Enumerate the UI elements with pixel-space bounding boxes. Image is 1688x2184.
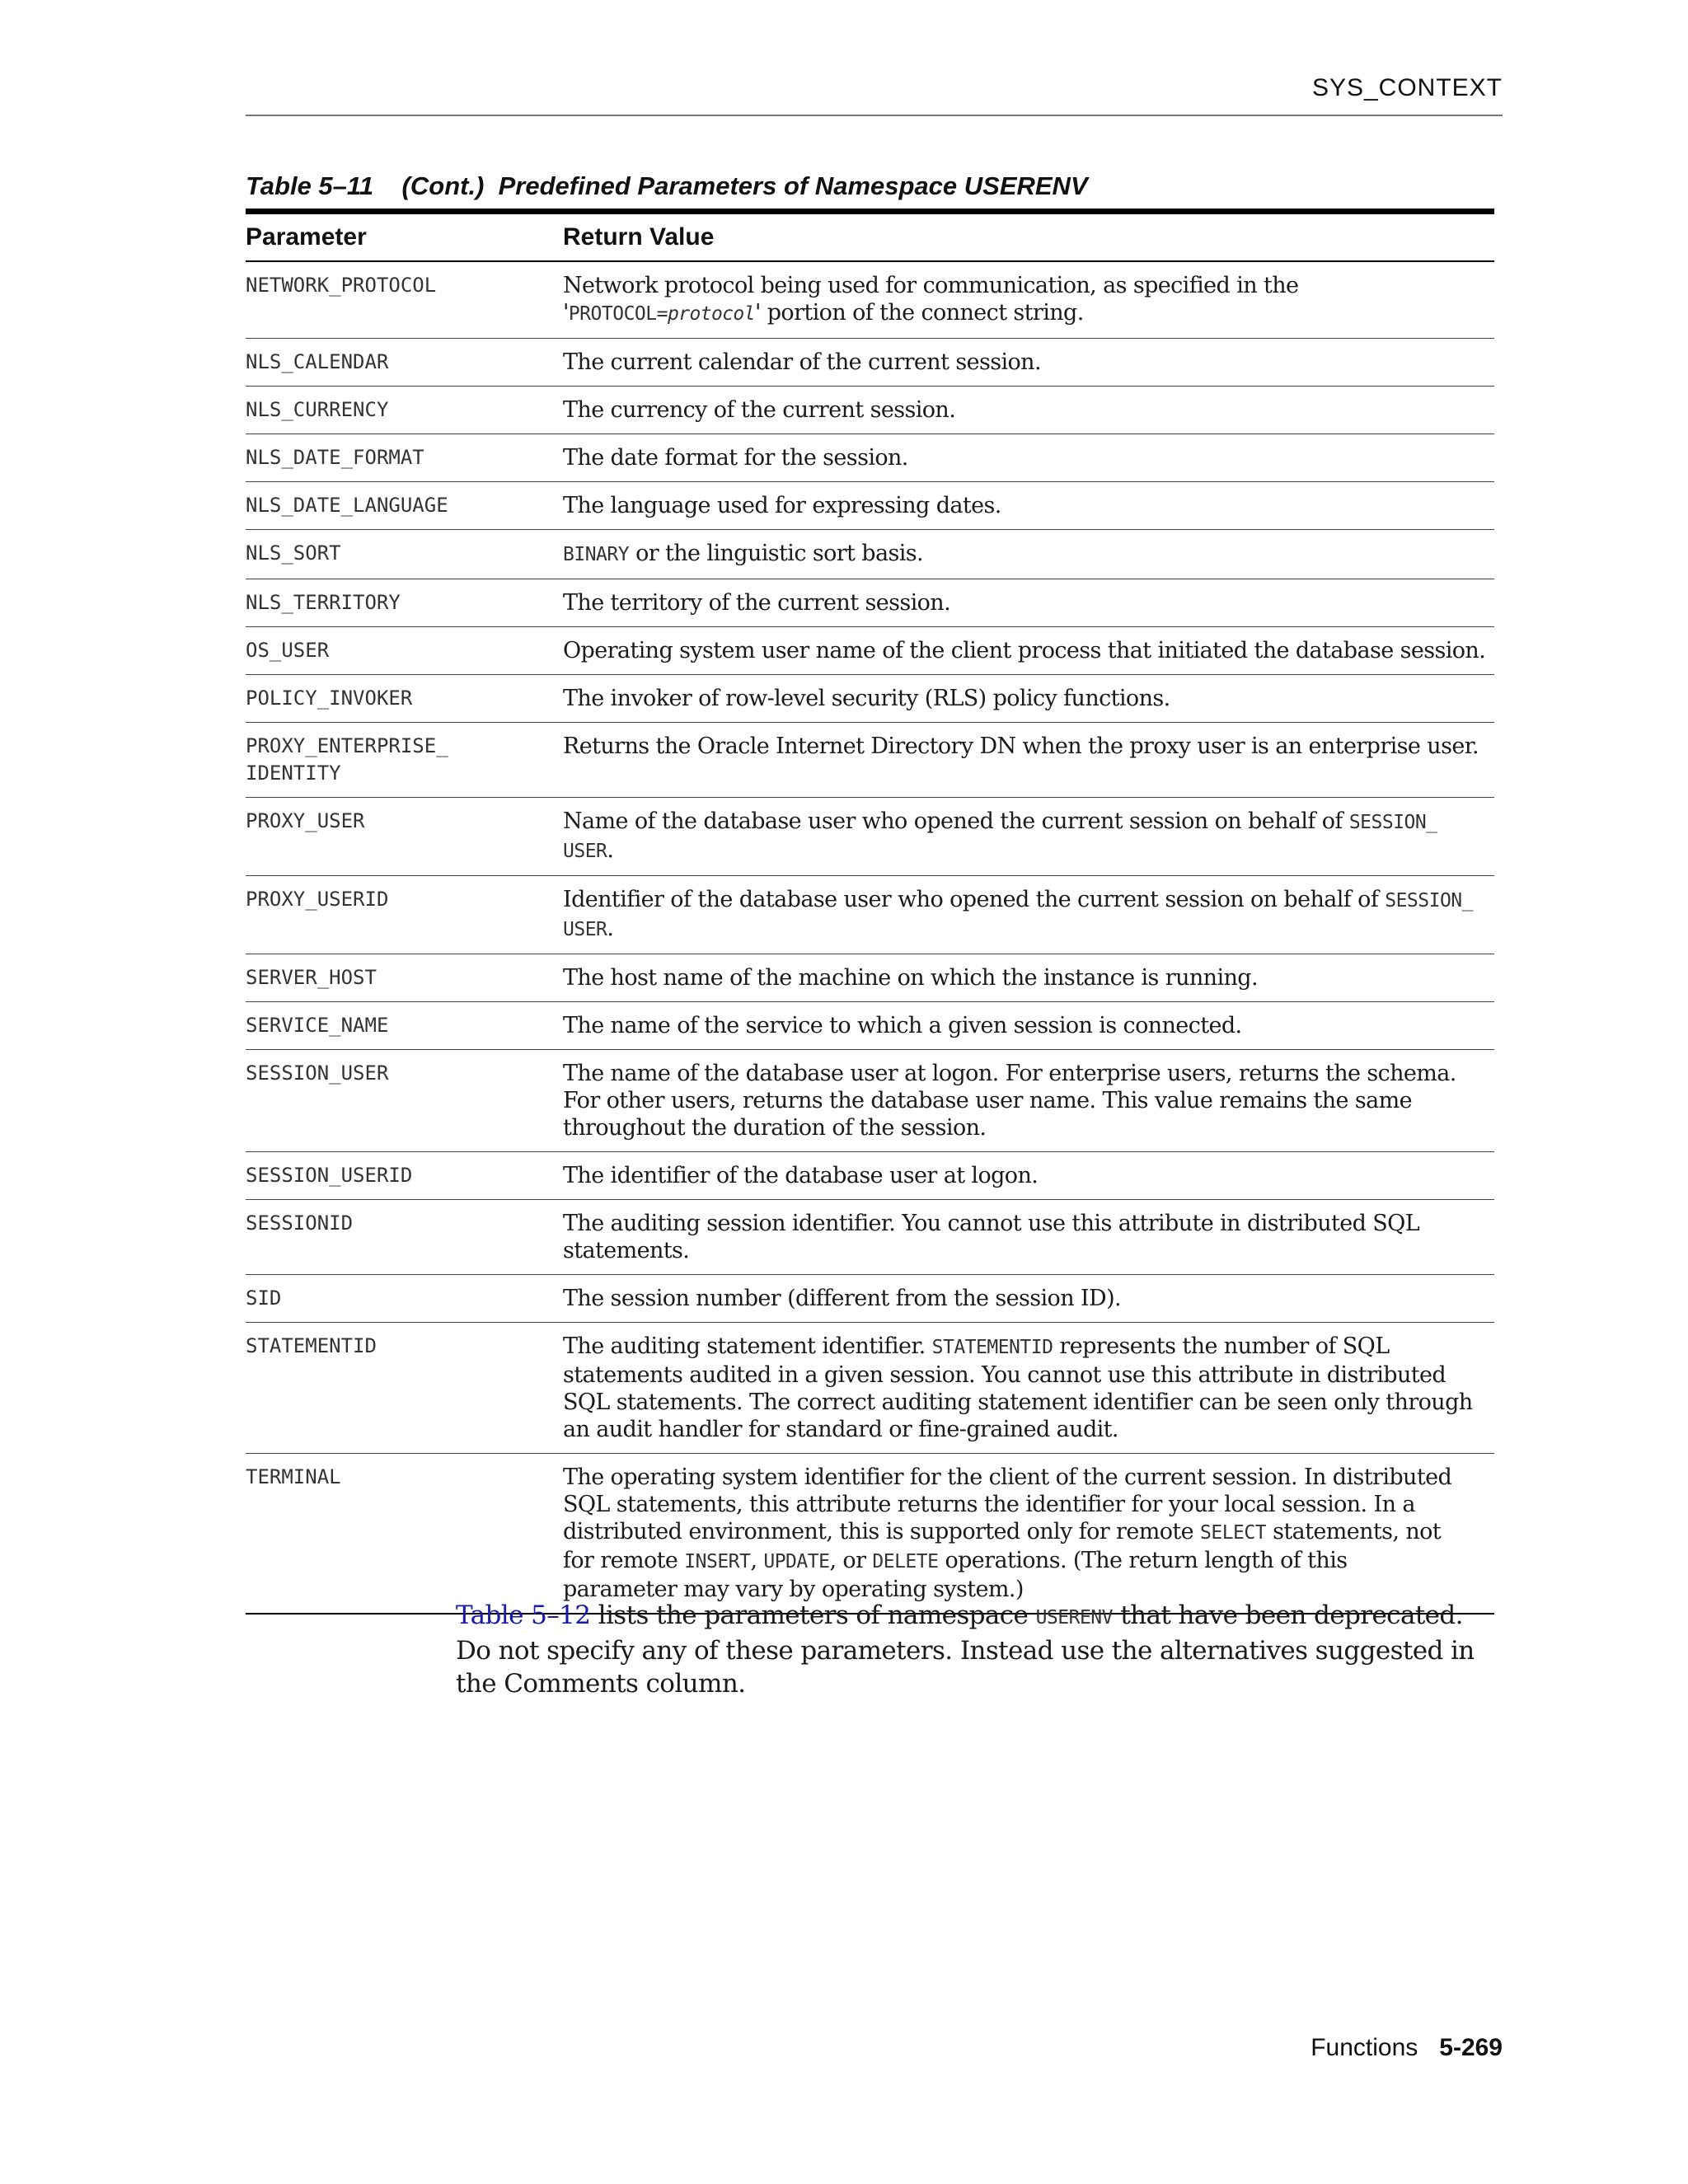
return-value — [563, 1162, 1494, 1189]
table-row — [246, 1454, 1494, 1615]
return-value — [563, 685, 1494, 712]
return-value-line: statements audited in a given session. You cannot use this attribute in distributed — [563, 1362, 1447, 1388]
return-value-line: The auditing session identifier. You cannot use this attribute in distributed SQL — [563, 1211, 1420, 1236]
table-caption: Table 5–11 (Cont.) Predefined Parameters of Namespace USERENV — [246, 171, 1088, 200]
footer-section: Functions — [1311, 2034, 1418, 2061]
return-value — [563, 886, 1494, 944]
parameter-name: NETWORK_PROTOCOL — [246, 274, 437, 297]
return-value-line: an audit handler for standard or fine-grained audit. — [563, 1417, 1118, 1442]
return-value-line: The operating system identifier for the client of the current session. In distributed — [563, 1465, 1452, 1490]
return-value — [563, 637, 1494, 664]
return-value-line: Operating system user name of the client process that initiated the database session. — [563, 638, 1486, 663]
return-value — [563, 492, 1494, 519]
table-row — [246, 482, 1494, 530]
parameter-name: NLS_SORT — [246, 541, 341, 565]
return-value — [563, 396, 1494, 424]
return-value-line: The territory of the current session. — [563, 590, 951, 616]
table-row — [246, 1200, 1494, 1275]
return-value — [563, 1012, 1494, 1039]
return-value-line: throughout the duration of the session. — [563, 1115, 987, 1141]
return-value-line: 'PROTOCOL=protocol' portion of the connect string. — [563, 300, 1084, 326]
table-body — [246, 262, 1494, 1615]
return-value-line: For other users, returns the database user name. This value remains the same — [563, 1088, 1413, 1113]
column-header-parameter: Parameter — [246, 223, 367, 251]
return-value-line: The identifier of the database user at logon. — [563, 1163, 1039, 1188]
table-row — [246, 530, 1494, 579]
running-title: SYS_CONTEXT — [1311, 74, 1503, 101]
return-value — [563, 1464, 1494, 1603]
return-value-line: The language used for expressing dates. — [563, 493, 1001, 518]
table-row — [246, 1323, 1494, 1454]
return-value-line: The name of the service to which a given session is connected. — [563, 1013, 1242, 1038]
return-value — [563, 349, 1494, 376]
return-value — [563, 444, 1494, 471]
table-row — [246, 387, 1494, 434]
return-value-line: parameter may vary by operating system.) — [563, 1577, 1024, 1602]
return-value-line: SQL statements, this attribute returns the identifier for your local session. In a — [563, 1492, 1415, 1517]
parameter-name: OS_USER — [246, 639, 330, 662]
column-header-return-value: Return Value — [563, 223, 715, 251]
return-value-line: for remote INSERT, UPDATE, or DELETE operations. (The return length of this — [563, 1548, 1348, 1573]
return-value-line: USER. — [563, 837, 614, 863]
parameter-name: NLS_TERRITORY — [246, 591, 401, 614]
table-row — [246, 1050, 1494, 1152]
table-row — [246, 876, 1494, 954]
return-value-line: The host name of the machine on which the instance is running. — [563, 965, 1258, 991]
return-value-line: The current calendar of the current session. — [563, 349, 1041, 375]
parameter-name: PROXY_ENTERPRISE_ IDENTITY — [246, 734, 448, 785]
return-value — [563, 1210, 1494, 1264]
parameter-name: SESSIONID — [246, 1212, 354, 1235]
paragraph-text: lists the parameters of namespace USERENV that have been deprecated. Do not specify any of these parameters. Instead use the alternatives suggested in the Comments column. — [456, 1601, 1475, 1699]
parameter-name: POLICY_INVOKER — [246, 687, 413, 710]
parameter-name: TERMINAL — [246, 1465, 341, 1488]
table-row — [246, 798, 1494, 876]
return-value-line: The invoker of row-level security (RLS) policy functions. — [563, 686, 1170, 711]
parameter-name: SESSION_USERID — [246, 1164, 413, 1187]
return-value-line: distributed environment, this is supported only for remote SELECT statements, not — [563, 1519, 1442, 1544]
return-value — [563, 1285, 1494, 1312]
return-value — [563, 272, 1494, 328]
table-row — [246, 1275, 1494, 1323]
table-row — [246, 434, 1494, 482]
return-value — [563, 1333, 1494, 1443]
table-row — [246, 954, 1494, 1002]
table-row — [246, 339, 1494, 387]
return-value — [563, 733, 1494, 787]
running-header — [246, 74, 1503, 116]
return-value-line: USER. — [563, 916, 614, 941]
return-value — [563, 964, 1494, 991]
return-value-line: The currency of the current session. — [563, 397, 956, 423]
table-5-12-link[interactable]: Table 5–12 — [456, 1601, 591, 1630]
page-footer — [1311, 2034, 1503, 2062]
return-value-line: The date format for the session. — [563, 445, 908, 471]
parameter-name: NLS_DATE_FORMAT — [246, 446, 424, 469]
return-value-line: SQL statements. The correct auditing statement identifier can be seen only through — [563, 1390, 1473, 1415]
parameter-name: NLS_CALENDAR — [246, 350, 389, 373]
parameter-name: NLS_CURRENCY — [246, 398, 389, 421]
parameter-name: STATEMENTID — [246, 1334, 377, 1357]
return-value-line: The name of the database user at logon. For enterprise users, returns the schema. — [563, 1061, 1456, 1086]
return-value-line: Identifier of the database user who opened the current session on behalf of SESSION_ — [563, 887, 1473, 912]
return-value-line: Network protocol being used for communication, as specified in the — [563, 273, 1299, 298]
return-value — [563, 589, 1494, 616]
table-row — [246, 1002, 1494, 1050]
return-value-line: The auditing statement identifier. STATEMENTID represents the number of SQL — [563, 1333, 1390, 1359]
table-row — [246, 262, 1494, 339]
table-row — [246, 675, 1494, 723]
return-value — [563, 808, 1494, 865]
table-header-row — [246, 214, 1494, 262]
return-value-line: statements. — [563, 1238, 690, 1263]
return-value-line: BINARY or the linguistic sort basis. — [563, 541, 923, 566]
return-value-line: The session number (different from the session ID). — [563, 1286, 1122, 1311]
return-value-line: Returns the Oracle Internet Directory DN when the proxy user is an enterprise user. — [563, 733, 1479, 759]
table-row — [246, 723, 1494, 798]
parameter-name: PROXY_USERID — [246, 888, 389, 911]
parameter-table — [246, 209, 1494, 1615]
parameter-name: NLS_DATE_LANGUAGE — [246, 494, 448, 517]
parameter-name: PROXY_USER — [246, 809, 365, 832]
page-number: 5-269 — [1439, 2034, 1503, 2061]
table-row — [246, 579, 1494, 627]
parameter-name: SESSION_USER — [246, 1062, 389, 1085]
table-row — [246, 627, 1494, 675]
parameter-name: SERVER_HOST — [246, 966, 377, 989]
parameter-name: SID — [246, 1286, 282, 1310]
return-value — [563, 540, 1494, 569]
parameter-name: SERVICE_NAME — [246, 1014, 389, 1037]
table-row — [246, 1152, 1494, 1200]
body-paragraph — [456, 1599, 1494, 1700]
return-value-line: Name of the database user who opened the current session on behalf of SESSION_ — [563, 808, 1437, 834]
return-value — [563, 1060, 1494, 1141]
